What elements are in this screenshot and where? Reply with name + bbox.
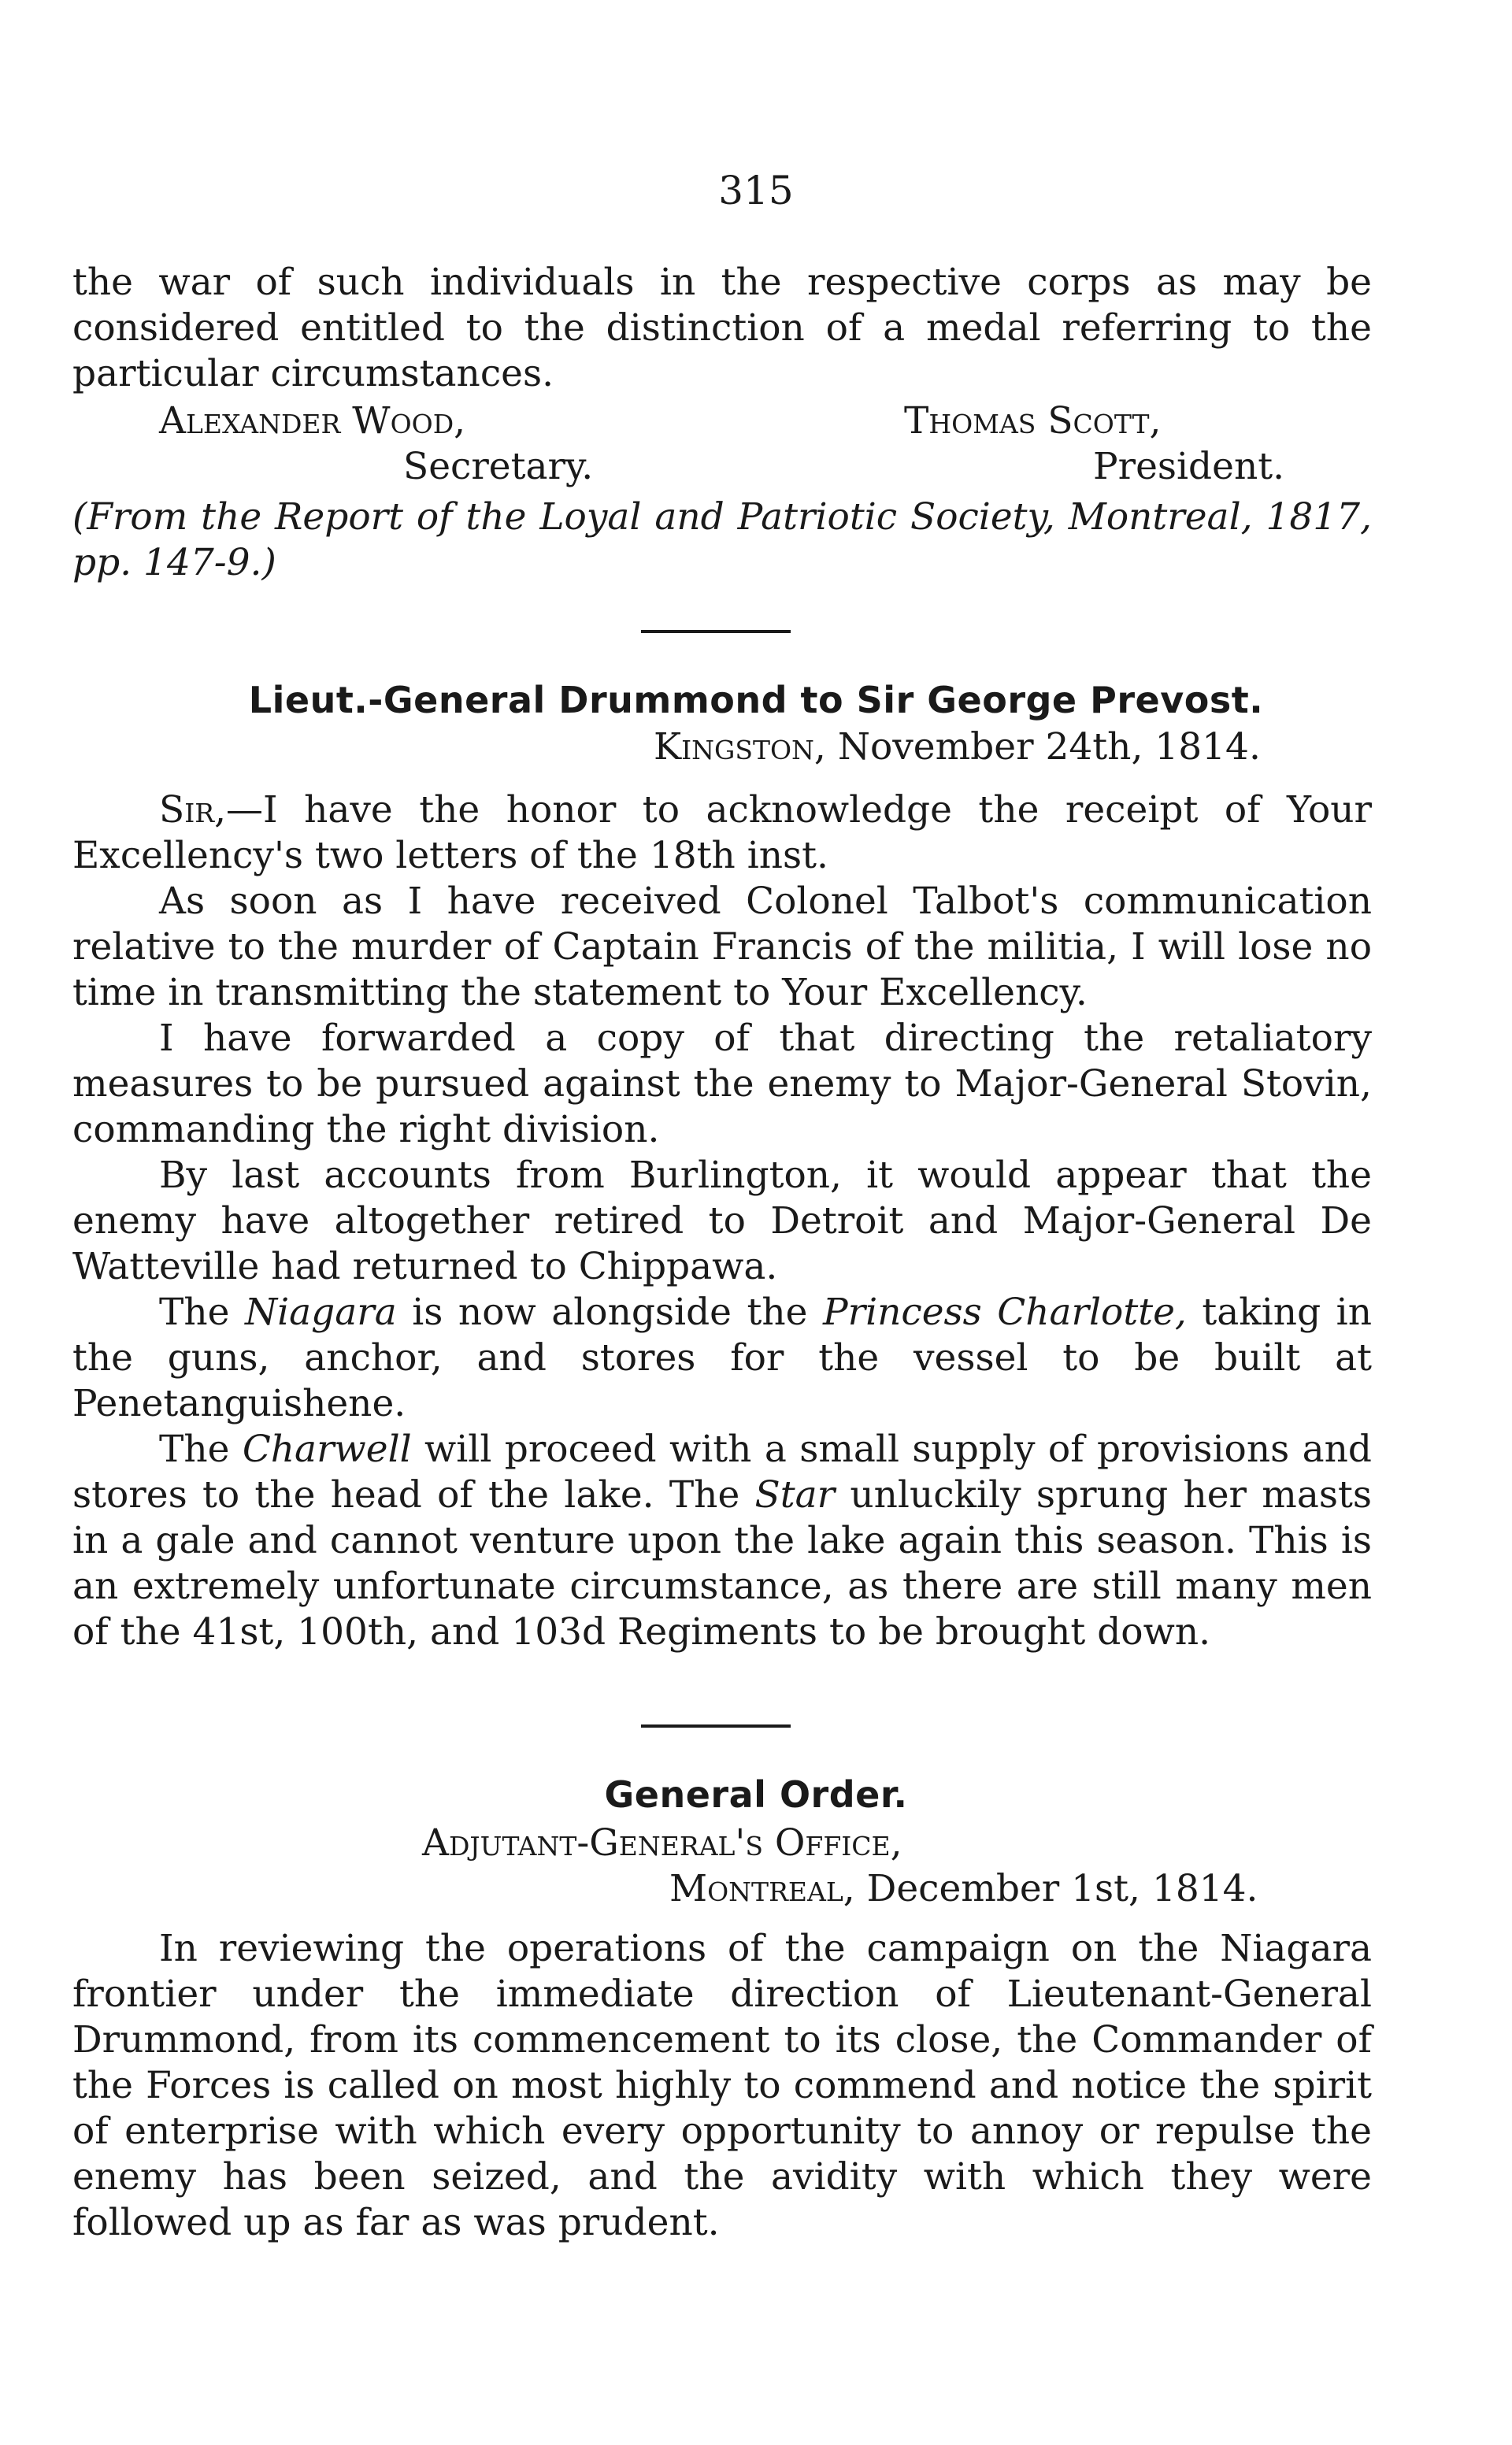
letter-paragraph-5-part-c: taking in the guns, anchor, and stores for the vessel to be built at Penetanguishene. [72, 1291, 1372, 1425]
letter-paragraph-1 [72, 787, 1372, 879]
source-citation-block [72, 495, 1372, 586]
ship-name-charwell: Charwell [242, 1428, 412, 1471]
order-office: Adjutant-General's Office, [422, 1821, 902, 1865]
continuation-paragraph-block [72, 260, 1372, 397]
signature-right-title: President. [1093, 445, 1285, 488]
order-heading: General Order. [604, 1773, 908, 1816]
letter-paragraph-2: As soon as I have received Colonel Talbot's communication relative to the murder of Captain Francis of the militia, I will lose no time in transmitting the statement to Your Excellency. [72, 880, 1372, 1014]
signature-left-title: Secretary. [403, 445, 594, 488]
section-rule-1 [641, 630, 791, 633]
order-date: December 1st, 1814. [866, 1867, 1258, 1910]
order-dateline [669, 1866, 1258, 1912]
letter-body [72, 787, 1372, 1655]
letter-paragraph-1-text: —I have the honor to acknowledge the receipt of Your Excellency's two letters of the 18th inst. [72, 788, 1372, 877]
letter-dateline [654, 724, 1261, 770]
continuation-paragraph: the war of such individuals in the respective corps as may be considered entitled to the distinction of a medal referring to the particular circumstances. [72, 261, 1372, 395]
ship-name-star: Star [754, 1473, 836, 1517]
letter-paragraph-6 [72, 1427, 1372, 1655]
signature-right-name: Thomas Scott, [904, 399, 1162, 443]
ship-name-niagara: Niagara [244, 1291, 397, 1334]
letter-paragraph-3: I have forwarded a copy of that directing the retaliatory measures to be pursued against the enemy to Major-General Stovin, commanding the right division. [72, 1017, 1372, 1151]
source-citation: (From the Report of the Loyal and Patriotic Society, Montreal, 1817, pp. 147-9.) [72, 495, 1372, 584]
letter-paragraph-6-part-b: will proceed with a small supply of provisions and stores to the head of the lake. The [72, 1428, 1373, 1517]
letter-date: November 24th, 1814. [837, 725, 1261, 769]
letter-heading: Lieut.-General Drummond to Sir George Prevost. [248, 679, 1264, 721]
letter-salutation: Sir, [159, 788, 227, 832]
letter-paragraph-5-part-b: is now alongside the [396, 1291, 823, 1334]
order-place: Montreal, [669, 1867, 855, 1910]
letter-paragraph-6-part-c: unluckily sprung her masts in a gale and cannot venture upon the lake again this season. This is an extremely unfortunate circumstance, as there are still many men of the 41st, 100th, and 103d Regiments to be brought down. [72, 1473, 1372, 1654]
letter-paragraph-5 [72, 1290, 1372, 1427]
page-number: 315 [718, 168, 794, 213]
letter-place: Kingston, [654, 725, 826, 769]
ship-name-princess-charlotte: Princess Charlotte, [823, 1291, 1187, 1334]
letter-paragraph-6-part-a: The [159, 1428, 243, 1471]
signature-left-name: Alexander Wood, [159, 399, 466, 443]
order-paragraph-1: In reviewing the operations of the campaign on the Niagara frontier under the immediate direction of Lieutenant-General Drummond, from its commencement to its close, the Commander of the Forces is called on most highly to commend and notice the spirit of enterprise with which every opportunity to annoy or repulse the enemy has been seized, and the avidity with which they were followed up as far as was prudent. [72, 1927, 1372, 2244]
section-rule-2 [641, 1724, 791, 1728]
order-body [72, 1926, 1372, 2246]
letter-paragraph-4: By last accounts from Burlington, it would appear that the enemy have altogether retired to Detroit and Major-General De Watteville had returned to Chippawa. [72, 1154, 1372, 1288]
letter-paragraph-5-part-a: The [159, 1291, 245, 1334]
